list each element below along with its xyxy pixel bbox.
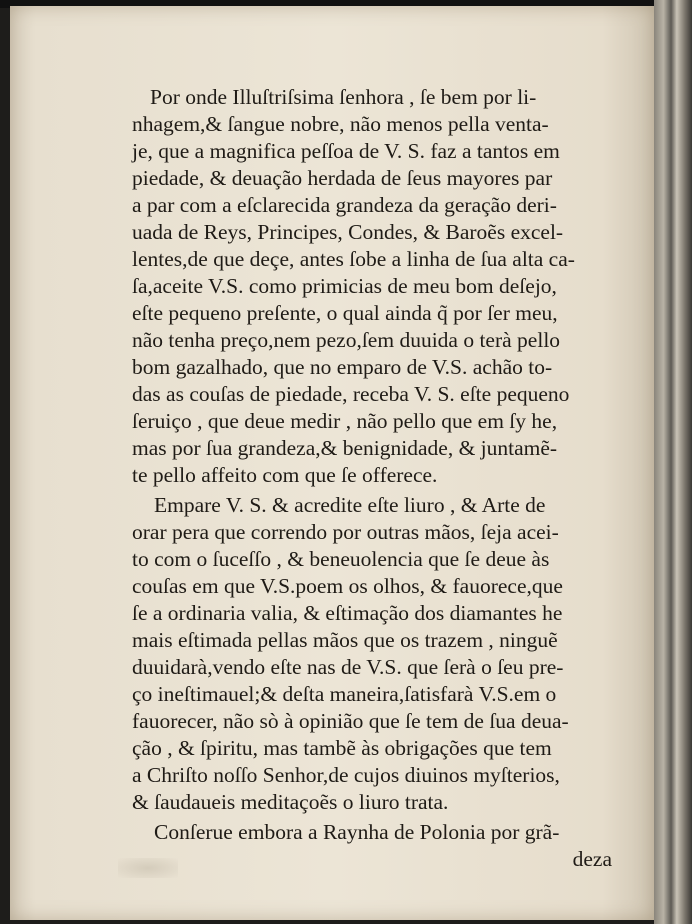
text-line: nhagem,& ſangue nobre, não menos pella venta- (132, 112, 549, 136)
text-line: couſas em que V.S.poem os olhos, & fauorece,que (132, 574, 563, 598)
text-line: je, que a magnifica peſſoa de V. S. faz a tantos em (132, 139, 560, 163)
text-line: orar pera que correndo por outras mãos, ſeja acei- (132, 520, 559, 544)
text-line: te pello affeito com que ſe offerece. (132, 463, 438, 487)
text-line: eſte pequeno preſente, o qual ainda q̃ por ſer meu, (132, 301, 558, 325)
text-line: mas por ſua grandeza,& benignidade, & juntamẽ- (132, 436, 558, 460)
text-line: ſeruiço , que deue medir , não pello que em ſy he, (132, 409, 558, 433)
catchword: deza (572, 847, 612, 871)
text-line: ſe a ordinaria valia, & eſtimação dos diamantes he (132, 601, 563, 625)
text-line: das as couſas de piedade, receba V. S. eſte pequeno (132, 382, 570, 406)
text-line: fauorecer, não sò à opinião que ſe tem de ſua deua- (132, 709, 569, 733)
text-line: ço ineſtimauel;& deſta maneira,ſatisfarà V.S.em o (132, 682, 557, 706)
text-line: to com o ſuceſſo , & beneuolencia que ſe deue às (132, 547, 550, 571)
text-line: uada de Reys, Principes, Condes, & Baroẽs excel- (132, 220, 564, 244)
text-line: lentes,de que deçe, antes ſobe a linha de ſua alta ca- (132, 247, 575, 271)
text-line: bom gazalhado, que no emparo de V.S. achão to- (132, 355, 553, 379)
text-line: a Chriſto noſſo Senhor,de cujos diuinos myſterios, (132, 763, 560, 787)
text-line: mais eſtimada pellas mãos que os trazem , ninguẽ (132, 628, 558, 652)
text-line: & ſaudaueis meditaçoẽs o liuro trata. (132, 790, 449, 814)
text-line: Conſerue embora a Raynha de Polonia por grã- (154, 820, 560, 844)
text-line: piedade, & deuação herdada de ſeus mayores par (132, 166, 553, 190)
page-fore-edge (654, 0, 692, 924)
text-line: duuidarà,vendo eſte nas de V.S. que ſerà o ſeu pre- (132, 655, 564, 679)
text-line: Por onde Illuſtriſsima ſenhora , ſe bem por li- (150, 85, 537, 109)
text-line: não tenha preço,nem pezo,ſem duuida o terà pello (132, 328, 561, 352)
text-line: ſa,aceite V.S. como primicias de meu bom deſejo, (132, 274, 557, 298)
text-line: Empare V. S. & acredite eſte liuro , & Arte de (154, 493, 546, 517)
text-line: ção , & ſpiritu, mas tambẽ às obrigações que tem (132, 736, 552, 760)
text-line: a par com a eſclarecida grandeza da geração deri- (132, 193, 557, 217)
